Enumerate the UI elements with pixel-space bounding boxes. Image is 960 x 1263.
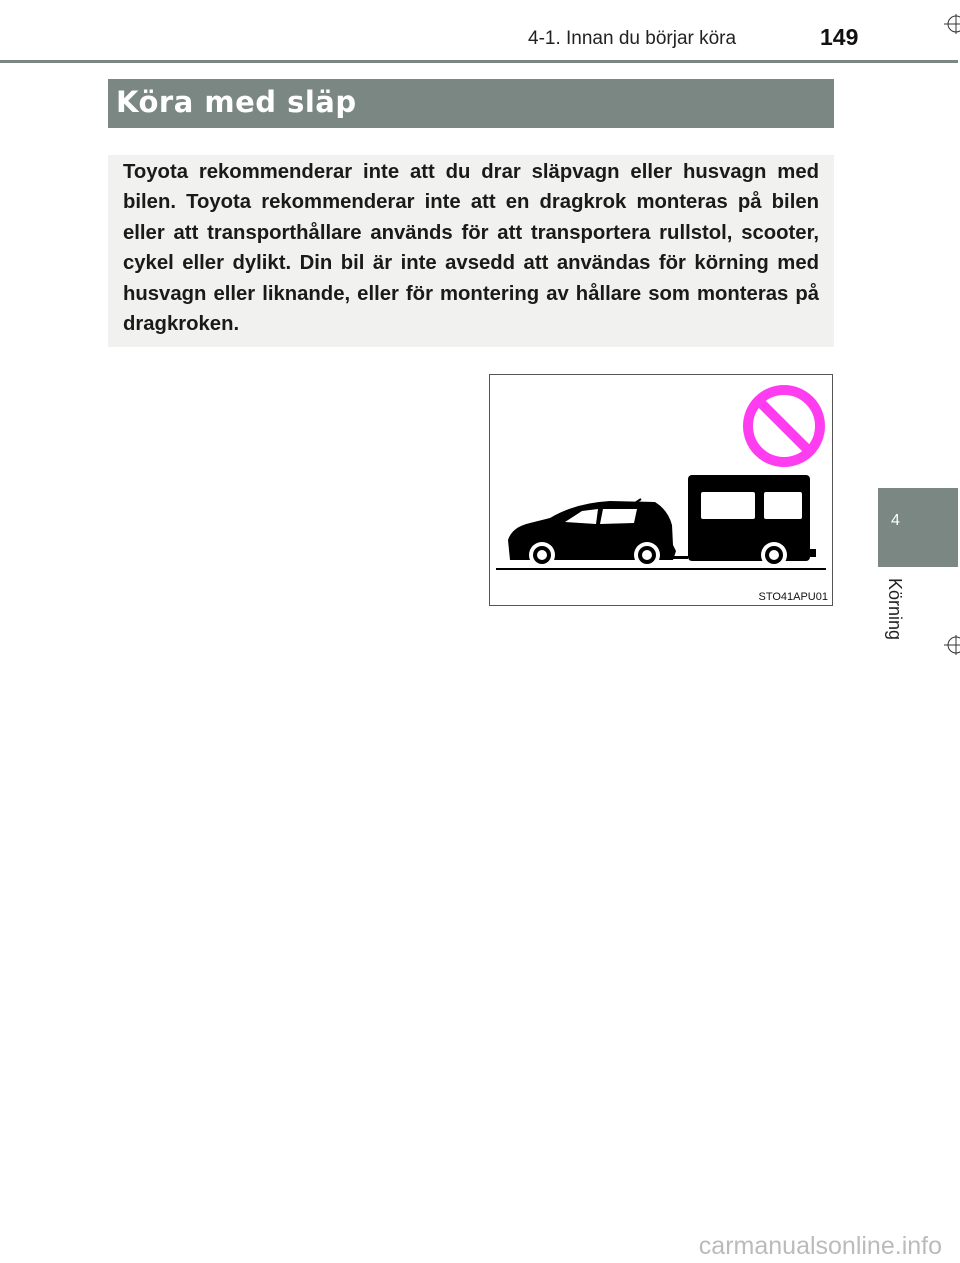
watermark: carmanualsonline.info [698, 1232, 942, 1260]
chapter-number: 4 [891, 512, 900, 529]
caravan-icon [688, 475, 816, 568]
section-heading-bar [108, 79, 834, 128]
chapter-tab[interactable] [878, 488, 958, 567]
crop-mark-icon [944, 635, 960, 655]
towing-prohibited-figure [489, 374, 833, 606]
section-title: 4-1. Innan du börjar köra [528, 28, 737, 49]
page-number: 149 [820, 24, 859, 50]
notice-box [108, 155, 834, 347]
crop-mark-icon [944, 14, 960, 34]
car-icon [508, 499, 676, 568]
prohibition-icon [748, 390, 820, 462]
figure-code: STO41APU01 [758, 591, 828, 603]
section-heading: Köra med släp [116, 85, 357, 119]
notice-text: Toyota rekommenderar inte att du drar släpvagn eller husvagn med bilen. Toyota rekommenderar inte att en dragkrok monteras på bilen eller att transporthållare används för att transportera rullstol, scooter, cykel eller dylikt. Din bil är inte avsedd att användas för körning med husvagn eller liknande, eller för montering av hållare som monteras på dragkroken. [123, 161, 819, 336]
chapter-label: Körning [885, 578, 905, 641]
header-divider [0, 60, 958, 63]
car-with-caravan-illustration [490, 375, 834, 607]
